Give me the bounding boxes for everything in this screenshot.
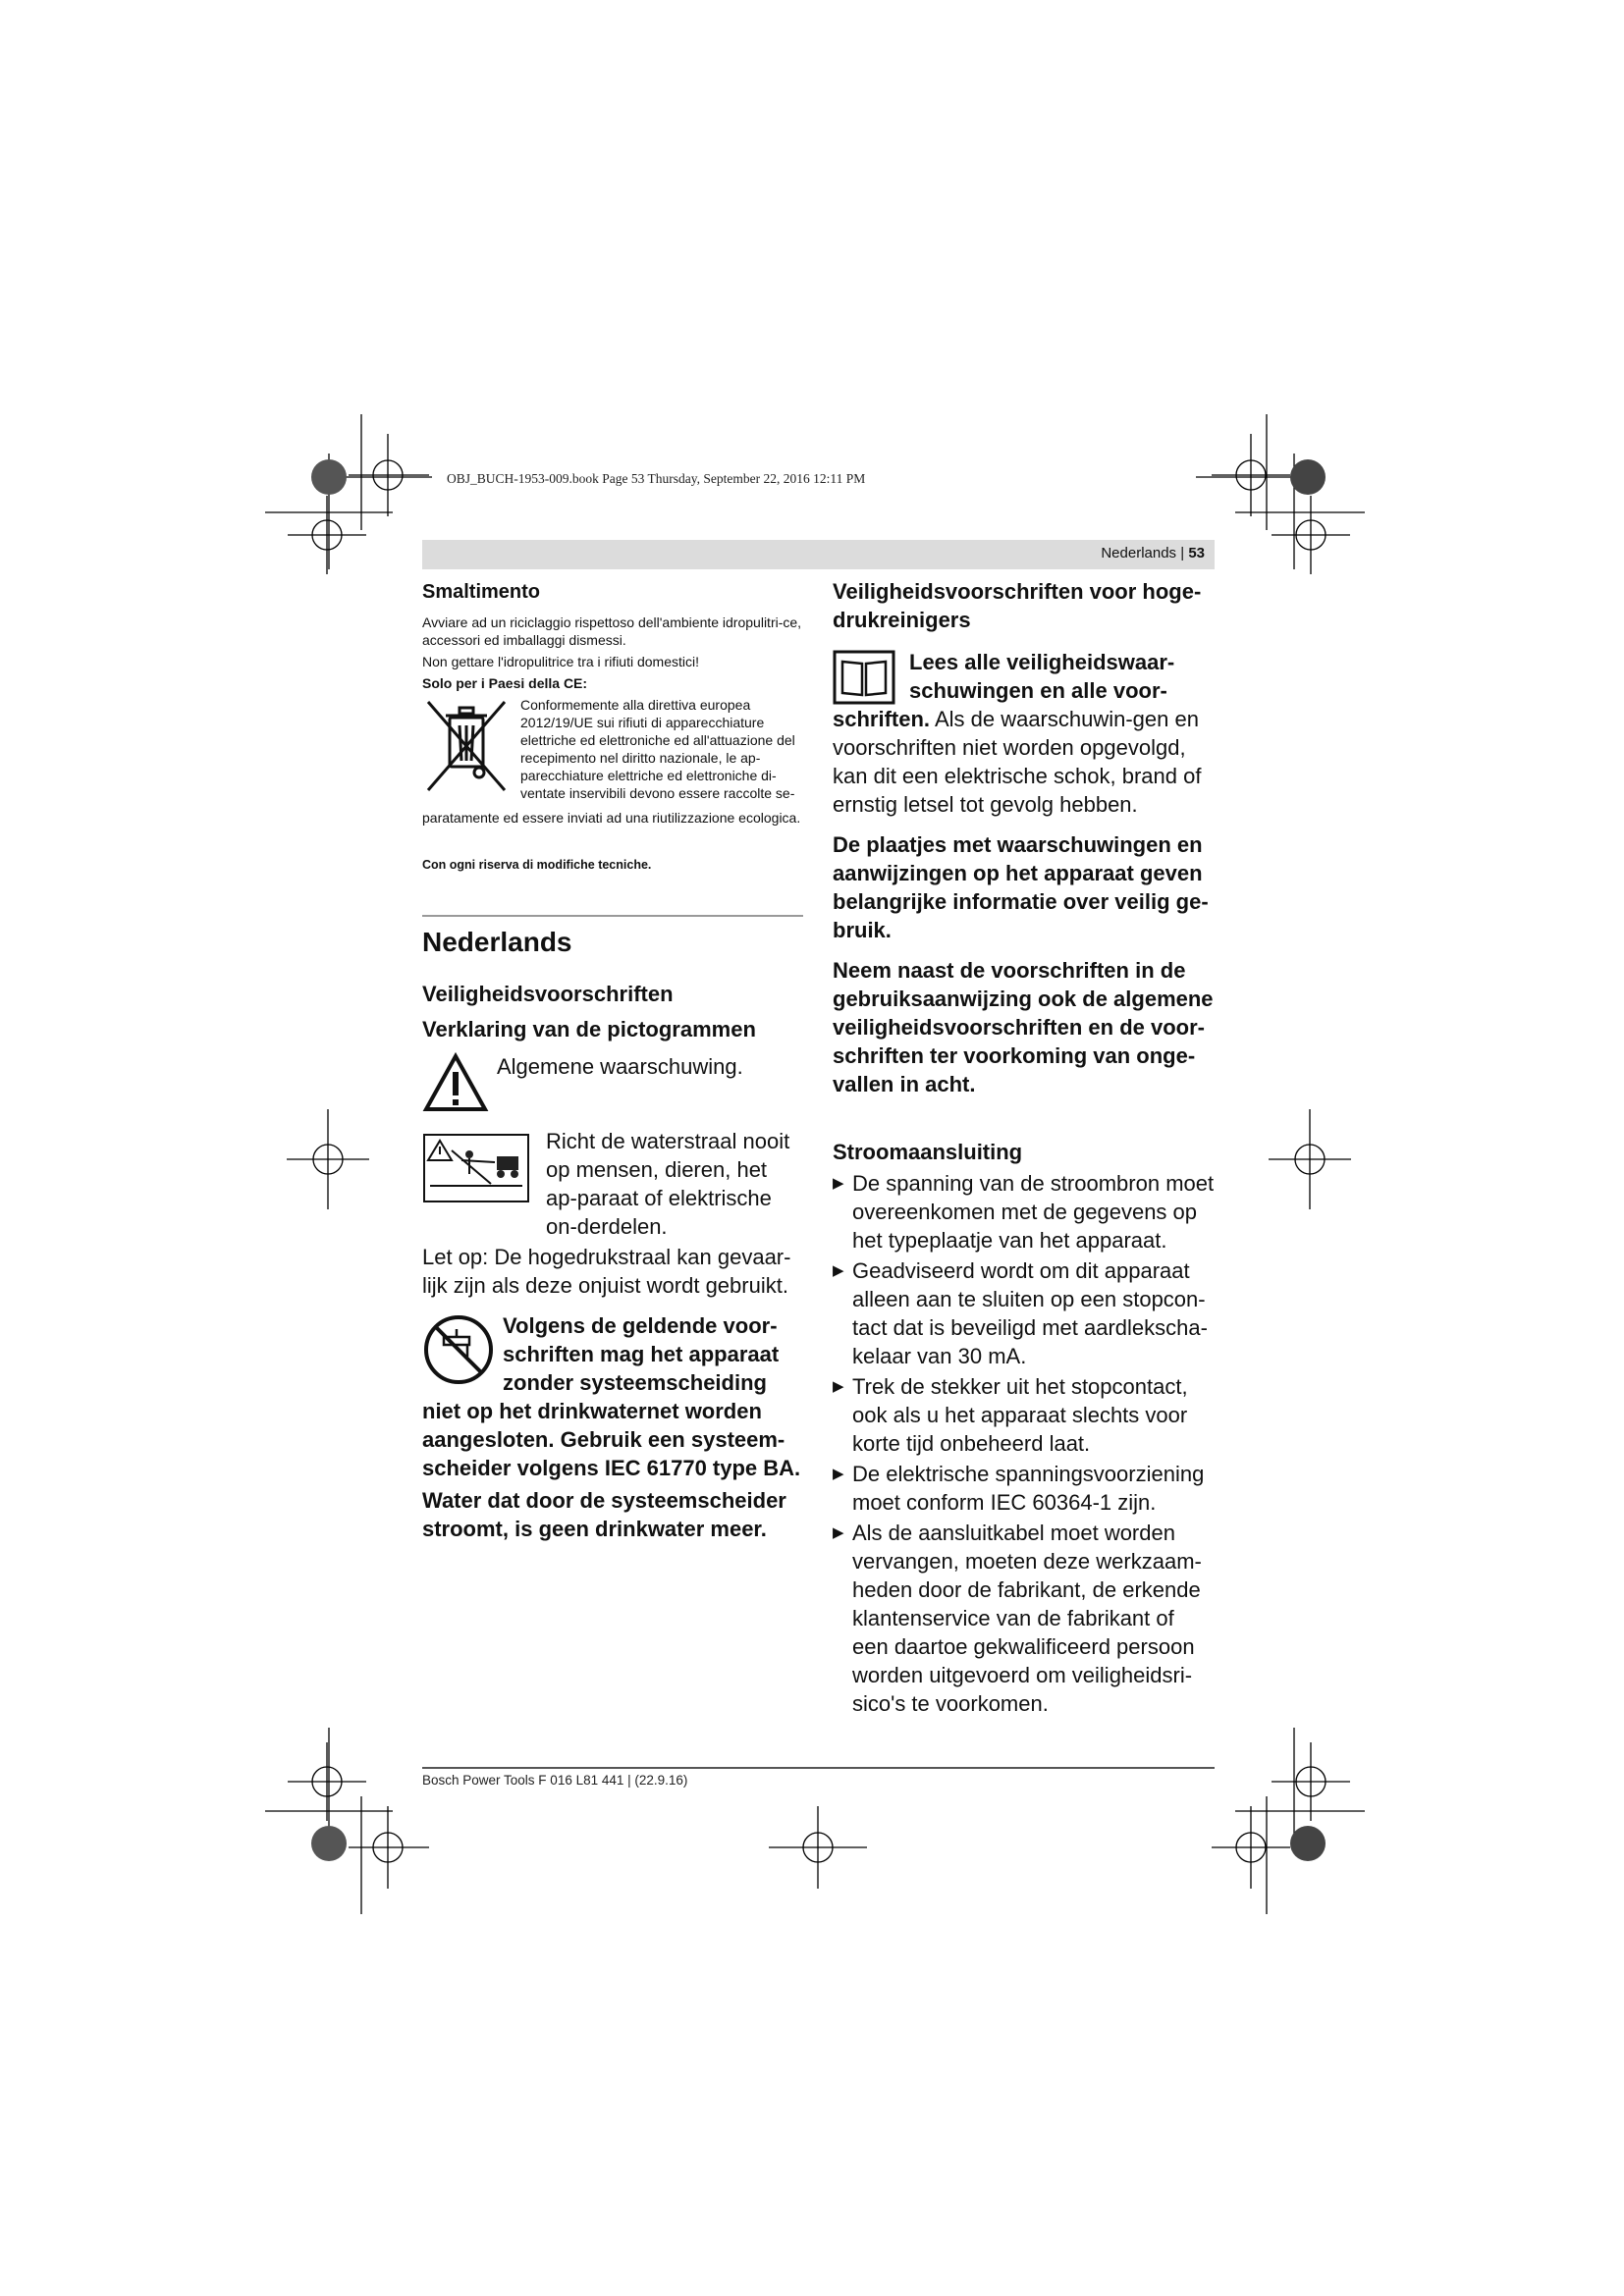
footer-text: Bosch Power Tools F 016 L81 441 | (22.9.16) [422, 1773, 688, 1788]
read-instructions-bold: Lees alle veiligheidswaar-schuwingen en alle voor-schriften. [833, 650, 1175, 731]
plates-info: De plaatjes met waarschuwingen en aanwijzingen op het apparaat geven belangrijke informatie over veilig ge-bruik. [833, 832, 1209, 942]
warning-triangle-icon [422, 1052, 489, 1113]
power-bullet: ▶ De spanning van de stroombron moet overeenkomen met de gegevens op het typeplaatje van het apparaat. [833, 1169, 1216, 1255]
page-header-bar [422, 540, 1215, 569]
read-manual-icon [833, 650, 895, 705]
power-bullets [833, 1169, 1216, 1718]
section-separator [422, 915, 803, 917]
page-number: 53 [1188, 545, 1205, 561]
italian-disposal-p1: Avviare ad un riciclaggio rispettoso dell'ambiente idropulitri-ce, accessori ed imballaggi dismessi. [422, 614, 802, 648]
drinking-water-warning: Volgens de geldende voor-schriften mag het apparaat zonder systeemscheiding niet op het drinkwaternet worden aangesloten. Gebruik een systeem-scheider volgens IEC 61770 type BA. [422, 1313, 801, 1480]
drinking-water-block [422, 1311, 803, 1482]
weee-text: Conformemente alla direttiva europea 2012/19/UE sui rifiuti di apparecchiature elettriche ed elettroniche ed all'attuazione del recepimento nel diritto nazionale, le ap-parecchiature elettriche ed elettroniche di-ventate inservibili devono essere raccolte se- [520, 697, 795, 801]
power-bullet: ▶ Geadviseerd wordt om dit apparaat alleen aan te sluiten op een stopcon-tact dat is beveiligd met aardlekscha-kelaar van 30 mA. [833, 1256, 1216, 1370]
read-instructions-text: Als de waarschuwin-gen en voorschriften niet worden opgevolgd, kan dit een elektrische schok, brand of ernstig letsel tot gevolg hebben. [833, 707, 1202, 817]
dutch-language-title: Nederlands [422, 927, 572, 957]
footer-rule [422, 1767, 1215, 1769]
crossed-bin-icon [422, 696, 511, 804]
italian-eu-label: Solo per i Paesi della CE: [422, 675, 588, 691]
caution-text: Let op: De hogedrukstraal kan gevaar-lijk zijn als deze onjuist wordt gebruikt. [422, 1245, 791, 1298]
general-regulations: Neem naast de voorschriften in de gebruiksaanwijzing ook de algemene veiligheidsvoorschriften en de voor-schriften ter voorkoming van onge-vallen in acht. [833, 958, 1214, 1096]
no-drinking-water-icon [422, 1313, 495, 1386]
power-bullet: ▶ Als de aansluitkabel moet worden vervangen, moeten deze werkzaam-heden door de fabrikant, de erkende klantenservice van de fabrikant of een daartoe gekwalificeerd persoon worden uitgevoerd om veiligheidsri-sico's te voorkomen. [833, 1519, 1216, 1718]
technical-reserve: Con ogni riserva di modifiche tecniche. [422, 858, 652, 872]
dutch-safety-title: Veiligheidsvoorschriften [422, 982, 674, 1006]
header-language: Nederlands [1101, 545, 1177, 561]
power-bullet: ▶ Trek de stekker uit het stopcontact, ook als u het apparaat slechts voor korte tijd onbeheerd laat. [833, 1372, 1216, 1458]
left-column [422, 581, 803, 1543]
waterjet-row [422, 1127, 803, 1241]
waterjet-text: Richt de waterstraal nooit op mensen, dieren, het ap-paraat of elektrische on-derdelen. [546, 1129, 790, 1239]
weee-block [422, 696, 803, 809]
general-warning-row [422, 1052, 803, 1113]
read-instructions-block [833, 648, 1216, 819]
italian-disposal-title: Smaltimento [422, 581, 541, 603]
page-header [1101, 545, 1205, 561]
print-header: OBJ_BUCH-1953-009.book Page 53 Thursday, September 22, 2016 12:11 PM [447, 471, 866, 486]
general-warning-text: Algemene waarschuwing. [497, 1054, 743, 1079]
weee-text-cont: paratamente ed essere inviati ad una riutilizzazione ecologica. [422, 810, 801, 826]
waterjet-warning-icon [422, 1133, 530, 1203]
pictogram-title: Verklaring van de pictogrammen [422, 1017, 756, 1041]
italian-disposal-p2: Non gettare l'idropulitrice tra i rifiuti domestici! [422, 654, 700, 669]
drinking-water-warning-2: Water dat door de systeemscheider stroomt, is geen drinkwater meer. [422, 1488, 786, 1541]
power-bullet: ▶ De elektrische spanningsvoorziening moet conform IEC 60364-1 zijn. [833, 1460, 1216, 1517]
power-connection-title: Stroomaansluiting [833, 1140, 1023, 1164]
right-column [833, 577, 1216, 1720]
header-separator: | [1180, 545, 1185, 561]
hp-cleaner-safety-title: Veiligheidsvoorschriften voor hoge-drukreinigers [833, 579, 1202, 632]
